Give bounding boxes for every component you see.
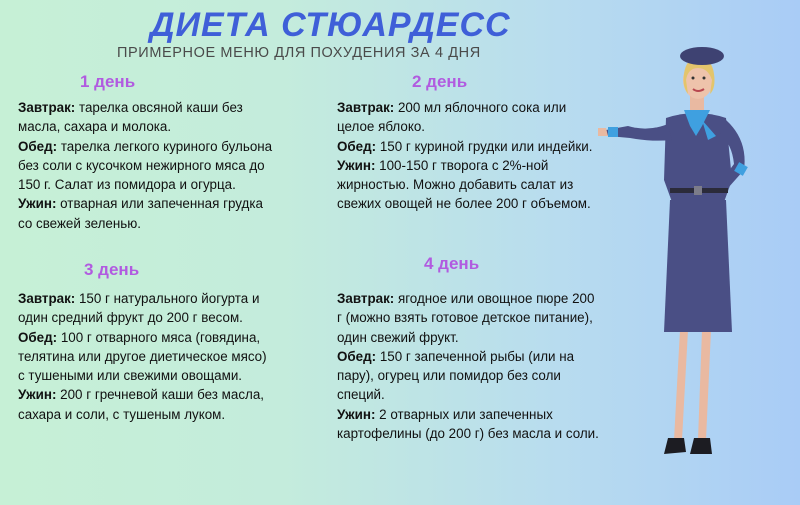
meal-label: Обед: bbox=[18, 329, 58, 345]
meal-label: Ужин: bbox=[337, 406, 376, 422]
meal-text: тарелка овсяной каши без масла, сахара и молока. bbox=[18, 100, 243, 135]
day-3-title: 3 день bbox=[84, 260, 140, 279]
day-4-lunch bbox=[337, 347, 599, 405]
day-4-dinner bbox=[337, 405, 599, 444]
meal-text: ягодное или овощное пюре 200 г (можно взять готовое детское питание), один свежий фрукт. bbox=[337, 291, 595, 345]
page-subtitle: ПРИМЕРНОЕ МЕНЮ ДЛЯ ПОХУДЕНИЯ ЗА 4 ДНЯ bbox=[117, 45, 481, 61]
day-4-menu bbox=[337, 289, 599, 443]
meal-text: 100 г отварного мяса (говядина, телятина или другое диетическое мясо) с тушеными или свежими овощами. bbox=[18, 329, 267, 384]
meal-label: Обед: bbox=[337, 138, 377, 154]
meal-label: Ужин: bbox=[337, 157, 376, 173]
meal-label: Завтрак: bbox=[18, 100, 76, 115]
meal-text: 200 мл яблочного сока или целое яблоко. bbox=[337, 100, 567, 135]
day-3-lunch bbox=[18, 328, 276, 386]
day-2-dinner bbox=[337, 156, 595, 214]
meal-text: тарелка легкого куриного бульона без соли с кусочком нежирного мяса до 150 г. Салат из помидора и огурца. bbox=[18, 138, 273, 193]
day-4-breakfast bbox=[337, 289, 599, 347]
day-3-menu bbox=[18, 289, 276, 424]
meal-label: Завтрак: bbox=[18, 291, 76, 306]
day-3-dinner bbox=[18, 385, 276, 424]
meal-text: 150 г запеченной рыбы (или на пару), огурец или помидор без соли специй. bbox=[337, 348, 575, 403]
day-3-breakfast bbox=[18, 289, 276, 328]
meal-text: 2 отварных или запеченных картофелины (до 200 г) без масла и соли. bbox=[337, 406, 599, 442]
meal-text: 150 г натурального йогурта и один средний фрукт до 200 г весом. bbox=[18, 291, 260, 326]
day-2-menu bbox=[337, 98, 595, 214]
meal-label: Ужин: bbox=[18, 387, 57, 403]
day-2-title: 2 день bbox=[412, 72, 468, 91]
meal-text: отварная или запеченная грудка со свежей зеленью. bbox=[18, 196, 263, 231]
day-2-lunch bbox=[337, 137, 595, 156]
meal-label: Завтрак: bbox=[337, 100, 395, 115]
day-1-lunch bbox=[18, 137, 280, 195]
day-1-breakfast bbox=[18, 98, 280, 137]
day-4-title: 4 день bbox=[424, 254, 480, 273]
day-2-breakfast bbox=[337, 98, 595, 137]
page-title: ДИЕТА СТЮАРДЕСС bbox=[150, 6, 511, 44]
meal-label: Завтрак: bbox=[337, 291, 395, 306]
meal-label: Обед: bbox=[18, 138, 58, 154]
day-1-dinner bbox=[18, 194, 280, 233]
day-1-title: 1 день bbox=[80, 72, 136, 91]
meal-text: 200 г гречневой каши без масла, сахара и соли, с тушеным луком. bbox=[18, 387, 264, 422]
meal-text: 100-150 г творога с 2%-ной жирностью. Можно добавить салат из свежих овощей не более 200 г объемом. bbox=[337, 157, 591, 212]
meal-label: Ужин: bbox=[18, 196, 57, 212]
day-1-menu bbox=[18, 98, 280, 233]
meal-text: 150 г куриной грудки или индейки. bbox=[376, 138, 593, 154]
flight-attendant-illustration bbox=[598, 40, 798, 502]
meal-label: Обед: bbox=[337, 348, 377, 364]
